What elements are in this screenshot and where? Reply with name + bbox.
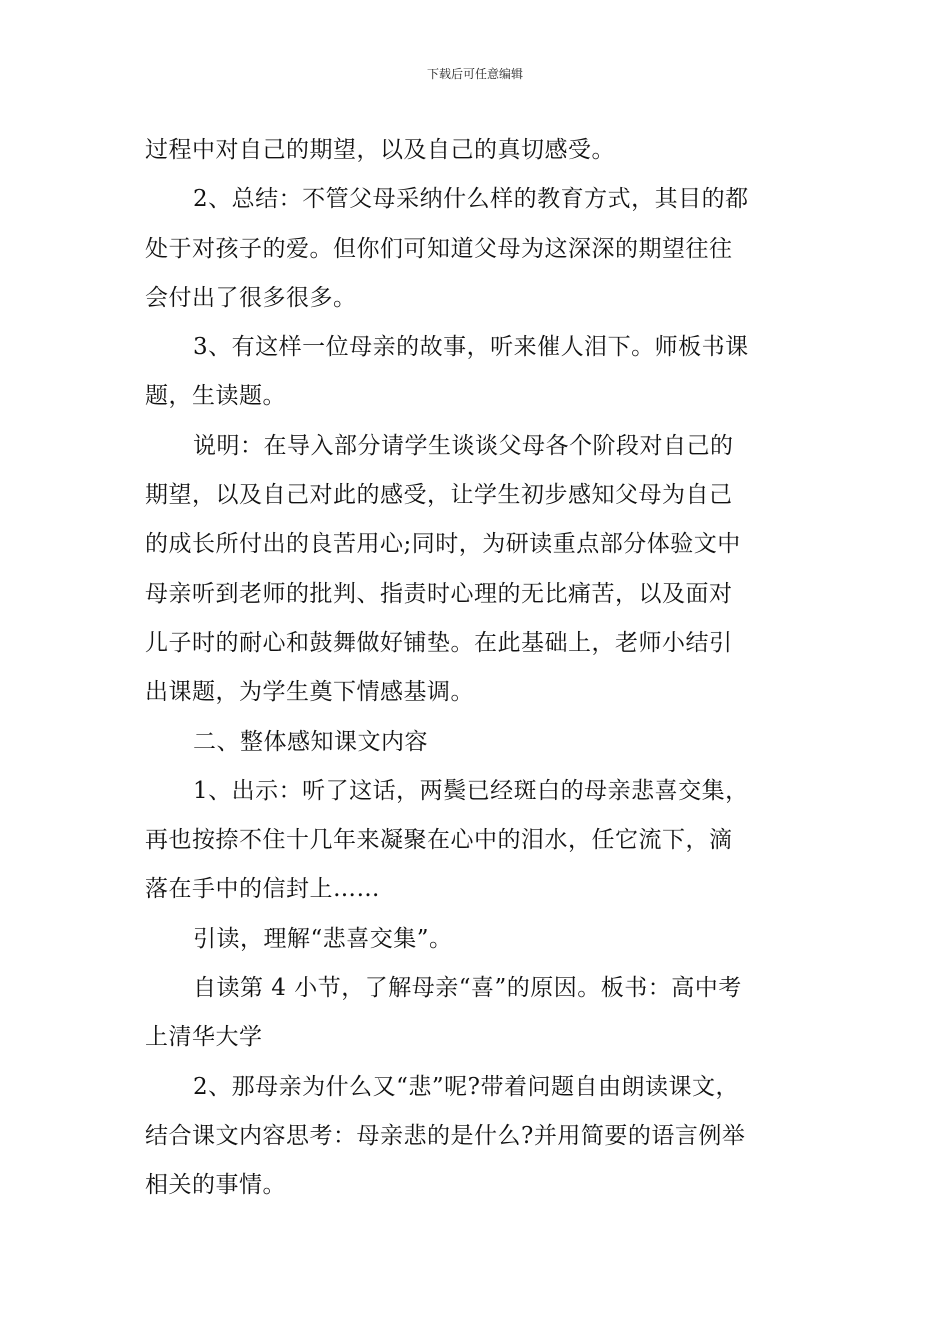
text-line: 过程中对自己的期望，以及自己的真切感受。 [145, 137, 615, 163]
text-line: 引读，理解“悲喜交集”。 [193, 925, 453, 952]
text-line: 出课题，为学生奠下情感基调。 [145, 679, 474, 706]
text-line: 母亲听到老师的批判、指责时心理的无比痛苦，以及面对 [145, 580, 733, 607]
text-line: 说明：在导入部分请学生谈谈父母各个阶段对自己的 [193, 432, 734, 459]
text-line: 儿子时的耐心和鼓舞做好铺垫。在此基础上，老师小结引 [145, 629, 733, 656]
text-line: 相关的事情。 [145, 1172, 286, 1199]
text-line: 2、那母亲为什么又“悲”呢?带着问题自由朗读课文， [193, 1073, 739, 1100]
section-heading: 二、整体感知课文内容 [193, 728, 428, 755]
document-body [145, 126, 810, 1211]
text-line: 落在手中的信封上…… [145, 876, 380, 903]
text-line: 3、有这样一位母亲的故事，听来催人泪下。师板书课 [193, 334, 749, 361]
text-line: 结合课文内容思考：母亲悲的是什么?并用简要的语言例举 [145, 1122, 746, 1149]
text-line: 再也按捺不住十几年来凝聚在心中的泪水，任它流下，滴 [145, 827, 733, 854]
text-line: 自读第 4 小节，了解母亲“喜”的原因。板书：高中考 [193, 975, 742, 1002]
text-line: 题，生读题。 [145, 383, 286, 410]
text-line: 的成长所付出的良苦用心;同时，为研读重点部分体验文中 [145, 531, 741, 558]
text-line: 期望，以及自己对此的感受，让学生初步感知父母为自己 [145, 482, 733, 509]
text-line: 处于对孩子的爱。但你们可知道父母为这深深的期望往往 [145, 235, 733, 262]
text-line: 会付出了很多很多。 [145, 284, 357, 311]
text-line: 1、出示：听了这话，两鬓已经斑白的母亲悲喜交集， [193, 777, 749, 804]
page-header: 下载后可任意编辑 [426, 67, 523, 81]
text-line: 上清华大学 [145, 1024, 263, 1051]
text-line: 2、总结：不管父母采纳什么样的教育方式，其目的都 [193, 186, 749, 213]
